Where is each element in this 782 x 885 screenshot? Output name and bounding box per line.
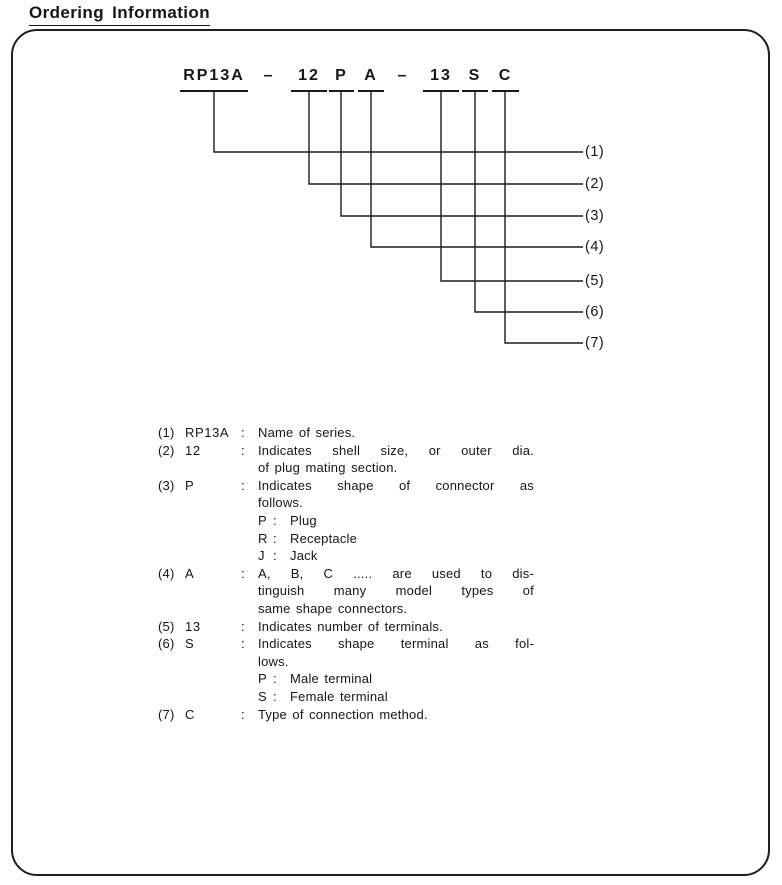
legend-token: 12 (185, 442, 201, 458)
legend-subitem (258, 512, 534, 530)
legend-colon: : (241, 618, 245, 634)
legend-token: A (185, 565, 195, 581)
legend-ref: (3) (158, 477, 175, 493)
legend-colon: : (241, 565, 245, 581)
code-token-shape: P (329, 66, 354, 92)
legend-item (158, 635, 566, 705)
legend-list (158, 424, 566, 723)
legend-token: RP13A (185, 425, 230, 440)
legend-sub-key: P (258, 512, 267, 528)
legend-desc-line: lows. (258, 653, 289, 669)
legend-ref: (5) (158, 618, 175, 634)
legend-desc-line: tinguish many model types of (258, 583, 534, 599)
legend-sub-colon: : (273, 688, 277, 704)
legend-desc (258, 442, 534, 477)
legend-subitem (258, 688, 534, 706)
code-token-variant: A (358, 66, 384, 92)
code-token-connection: C (492, 66, 519, 92)
legend-item (158, 424, 566, 442)
legend-subitem (258, 530, 534, 548)
legend-ref: (1) (158, 425, 175, 440)
legend-desc (258, 477, 534, 565)
legend-ref: (4) (158, 565, 175, 581)
legend-token: S (185, 636, 195, 652)
legend-sub-colon: : (273, 512, 277, 528)
legend-sub-key: P (258, 671, 267, 687)
legend-item (158, 477, 566, 565)
legend-desc-line: Indicates shape of connector as (258, 477, 534, 493)
legend-sub-value: Male terminal (290, 671, 373, 687)
legend-desc-line: same shape connectors. (258, 600, 408, 616)
legend-ref: (2) (158, 442, 175, 458)
code-token-dash-2: – (397, 67, 409, 84)
legend-sub-value: Jack (290, 548, 318, 564)
legend-colon: : (241, 706, 245, 722)
code-token-shell-size: 12 (291, 66, 327, 92)
legend-desc (258, 706, 534, 724)
code-token-terminal-shape: S (462, 66, 488, 92)
page-title: Ordering Information (29, 3, 210, 26)
legend-desc (258, 424, 534, 442)
code-token-series: RP13A (180, 66, 248, 92)
legend-desc-line: A, B, C ..... are used to dis- (258, 565, 534, 581)
legend-colon: : (241, 442, 245, 458)
legend-ref: (6) (158, 636, 175, 652)
callout-label: (2) (585, 176, 605, 192)
legend-desc-line: Indicates shell size, or outer dia. (258, 442, 534, 458)
legend-sub-key: S (258, 688, 267, 704)
callout-label: (6) (585, 304, 605, 320)
legend-desc-line: of plug mating section. (258, 460, 398, 476)
legend-desc-line: Type of connection method. (258, 706, 428, 722)
legend-subitem (258, 670, 534, 688)
legend-ref: (7) (158, 706, 175, 722)
legend-sub-value: Receptacle (290, 530, 358, 546)
callout-label: (1) (585, 144, 605, 160)
legend-token: 13 (185, 618, 201, 634)
legend-subitem (258, 547, 534, 565)
legend-item (158, 618, 566, 636)
callout-label: (5) (585, 273, 605, 289)
legend-desc (258, 635, 534, 705)
callout-label: (3) (585, 208, 605, 224)
legend-desc-line: Indicates number of terminals. (258, 618, 443, 634)
legend-desc (258, 618, 534, 636)
legend-token: P (185, 477, 195, 493)
legend-sub-value: Plug (290, 512, 317, 528)
legend-colon: : (241, 636, 245, 652)
legend-item (158, 565, 566, 618)
legend-sub-key: J (258, 548, 265, 564)
legend-item (158, 442, 566, 477)
legend-desc-line: follows. (258, 495, 303, 511)
callout-label: (4) (585, 239, 605, 255)
legend-sub-key: R (258, 530, 268, 546)
legend-sub-value: Female terminal (290, 688, 388, 704)
legend-colon: : (241, 425, 245, 440)
code-token-terminal-count: 13 (423, 66, 459, 92)
legend-sub-colon: : (273, 548, 277, 564)
legend-sub-colon: : (273, 530, 277, 546)
legend-desc-line: Name of series. (258, 425, 356, 440)
legend-colon: : (241, 477, 245, 493)
legend-desc-line: Indicates shape terminal as fol- (258, 636, 534, 652)
legend-token: C (185, 706, 195, 722)
code-token-dash-1: – (263, 67, 275, 84)
legend-desc (258, 565, 534, 618)
legend-item (158, 706, 566, 724)
callout-label: (7) (585, 335, 605, 351)
legend-sub-colon: : (273, 671, 277, 687)
